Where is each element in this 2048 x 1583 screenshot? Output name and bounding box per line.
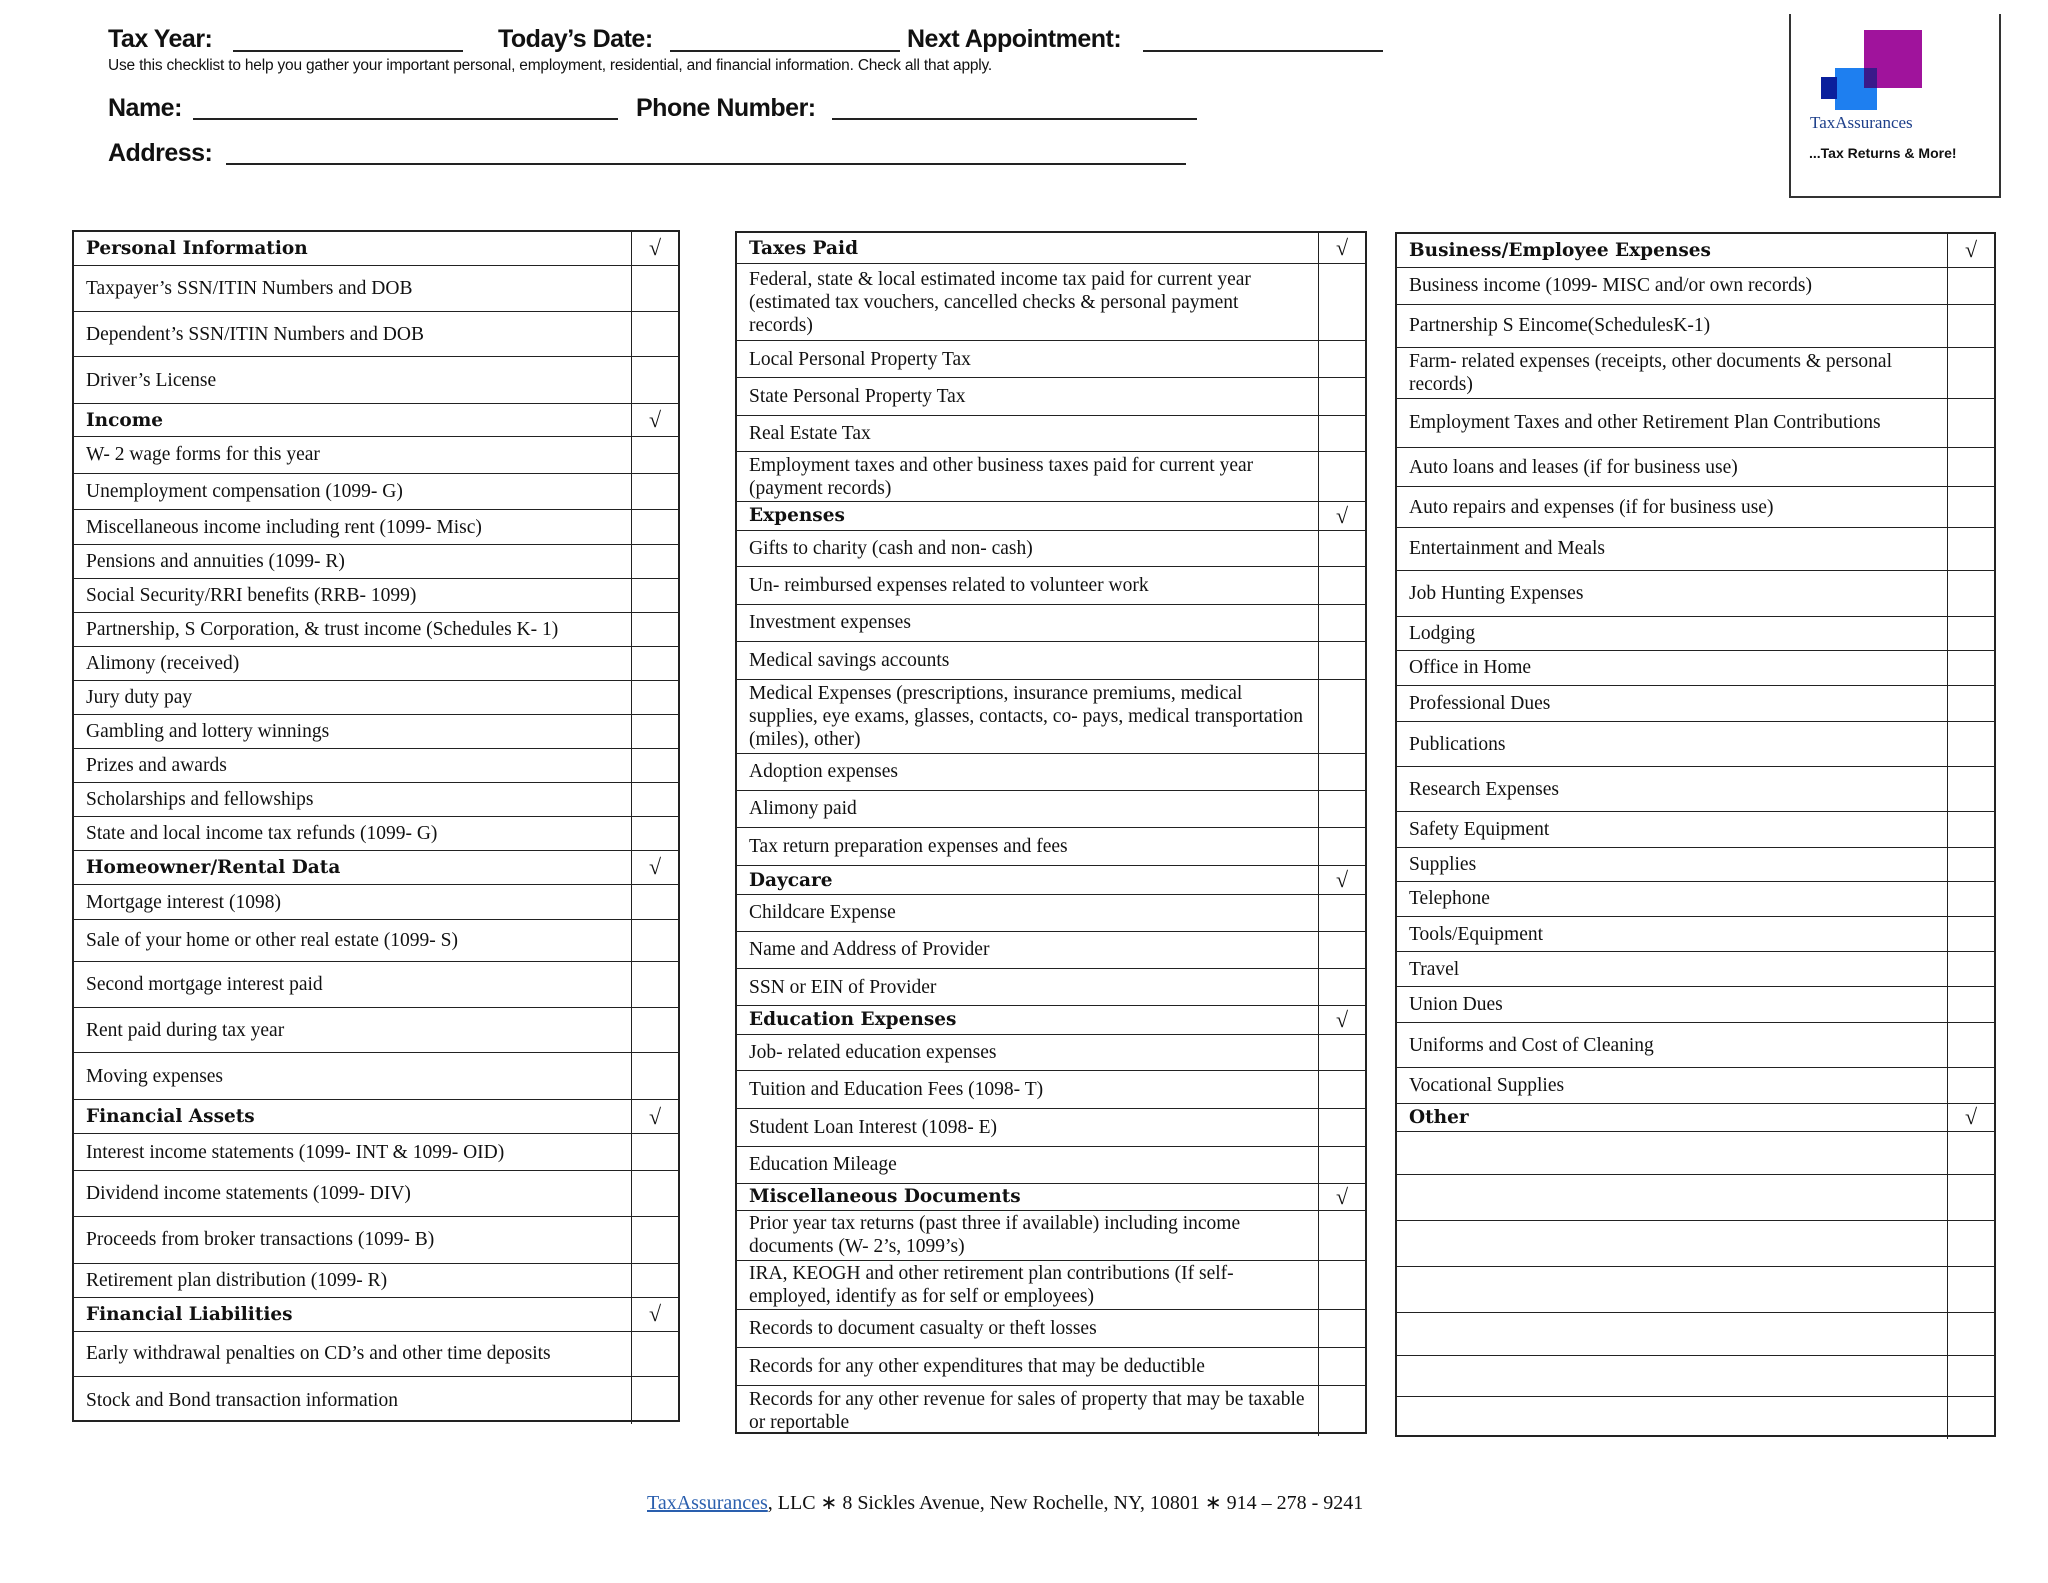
checkbox[interactable] xyxy=(1947,448,1994,486)
checkbox[interactable] xyxy=(1318,567,1365,604)
checkbox[interactable] xyxy=(1947,1356,1994,1397)
company-link[interactable]: TaxAssurances xyxy=(647,1492,768,1514)
checkbox[interactable] xyxy=(1947,1397,1994,1439)
check-mark-icon: √ xyxy=(1318,502,1365,530)
item-label: Travel xyxy=(1409,958,1460,980)
checkbox[interactable] xyxy=(1947,812,1994,846)
checkbox[interactable] xyxy=(631,715,678,748)
checkbox[interactable] xyxy=(1947,617,1994,650)
checkbox[interactable] xyxy=(631,1053,678,1099)
item-label xyxy=(1397,1397,1947,1439)
checkbox[interactable] xyxy=(1318,932,1365,969)
item-label: Medical Expenses (prescriptions, insurance premiums, medical supplies, eye exams, glasses, contacts, co- pays, medical transportation (miles), other) xyxy=(749,682,1303,750)
checkbox[interactable] xyxy=(631,1134,678,1170)
item-label: Driver’s License xyxy=(86,369,217,391)
checklist-row xyxy=(737,531,1365,568)
tax-year-field[interactable] xyxy=(233,50,463,52)
item-label: Union Dues xyxy=(1409,994,1503,1016)
checkbox[interactable] xyxy=(631,266,678,311)
name-label: Name: xyxy=(108,94,182,122)
item-label: Auto loans and leases (if for business use) xyxy=(1409,456,1738,478)
checklist-row xyxy=(74,474,678,511)
checklist-row xyxy=(74,1008,678,1054)
checkbox[interactable] xyxy=(1318,895,1365,931)
item-label: State and local income tax refunds (1099- G) xyxy=(86,822,438,844)
checklist-row xyxy=(1397,1397,1994,1439)
checkbox[interactable] xyxy=(1318,828,1365,865)
item-label xyxy=(1397,1132,1947,1174)
item-label: Second mortgage interest paid xyxy=(86,973,323,995)
checkbox[interactable] xyxy=(631,579,678,612)
checklist-row xyxy=(1397,882,1994,917)
checklist-row xyxy=(1397,686,1994,723)
checkbox[interactable] xyxy=(1318,1348,1365,1385)
section-header xyxy=(74,404,678,437)
item-label xyxy=(1397,1175,1947,1220)
checklist-row xyxy=(737,1211,1365,1261)
checkbox[interactable] xyxy=(1318,1035,1365,1071)
checklist-row xyxy=(737,791,1365,829)
checkbox[interactable] xyxy=(1318,416,1365,452)
item-label: State Personal Property Tax xyxy=(749,385,966,407)
checkbox[interactable] xyxy=(1318,754,1365,790)
company-logo xyxy=(1789,14,2001,198)
item-label: Professional Dues xyxy=(1409,693,1551,715)
checklist-row xyxy=(74,266,678,312)
item-label xyxy=(1397,1221,1947,1266)
checklist-row xyxy=(1397,1313,1994,1356)
item-label: Sale of your home or other real estate (1099- S) xyxy=(86,930,459,952)
item-label: Employment Taxes and other Retirement Plan Contributions xyxy=(1409,412,1881,434)
check-mark-icon: √ xyxy=(1318,1184,1365,1210)
checklist-row xyxy=(1397,1221,1994,1267)
checklist-row xyxy=(74,962,678,1008)
item-label: Farm- related expenses (receipts, other documents & personal records) xyxy=(1409,350,1892,395)
instructions: Use this checklist to help you gather your important personal, employment, residential, and financial information. Check all that apply. xyxy=(108,57,993,74)
item-label: Publications xyxy=(1409,733,1506,755)
checkbox[interactable] xyxy=(1947,882,1994,916)
item-label: Federal, state & local estimated income tax paid for current year (estimated tax vouchers, cancelled checks & personal payment records) xyxy=(749,268,1251,336)
checklist-row xyxy=(737,932,1365,970)
checklist-row xyxy=(74,1134,678,1171)
item-label: Supplies xyxy=(1409,853,1477,875)
checklist-row xyxy=(737,1147,1365,1184)
checklist-row xyxy=(1397,487,1994,527)
checkbox[interactable] xyxy=(1318,1071,1365,1108)
check-mark-icon: √ xyxy=(1318,233,1365,263)
checklist-row xyxy=(1397,528,1994,571)
checklist-row xyxy=(74,681,678,715)
checklist-row xyxy=(74,357,678,404)
checklist-row xyxy=(737,452,1365,502)
checkbox[interactable] xyxy=(1947,399,1994,448)
checkbox[interactable] xyxy=(631,681,678,714)
checklist-row xyxy=(737,754,1365,791)
item-label: Records to document casualty or theft losses xyxy=(749,1318,1097,1340)
item-label xyxy=(1397,1313,1947,1355)
checkbox[interactable] xyxy=(1947,1175,1994,1220)
checklist-row xyxy=(737,680,1365,754)
footer-address: , LLC ∗ 8 Sickles Avenue, New Rochelle, NY, 10801 ∗ 914 – 278 - 9241 xyxy=(767,1492,1364,1514)
checkbox[interactable] xyxy=(1947,1023,1994,1068)
checklist-row xyxy=(74,817,678,851)
checklist-row xyxy=(737,605,1365,642)
checkbox[interactable] xyxy=(1947,722,1994,765)
checklist-row xyxy=(1397,848,1994,882)
item-label: Entertainment and Meals xyxy=(1409,538,1606,560)
checkbox[interactable] xyxy=(1947,987,1994,1021)
item-label: Telephone xyxy=(1409,888,1490,910)
checkbox[interactable] xyxy=(631,962,678,1007)
checklist-row xyxy=(1397,399,1994,449)
item-label: Miscellaneous income including rent (1099- Misc) xyxy=(86,516,482,538)
checkbox[interactable] xyxy=(1947,651,1994,685)
checkbox[interactable] xyxy=(631,312,678,357)
item-label: Tuition and Education Fees (1098- T) xyxy=(749,1079,1044,1101)
checkbox[interactable] xyxy=(1318,1109,1365,1146)
checklist-column-1 xyxy=(72,230,680,1422)
checklist-row xyxy=(74,920,678,962)
checkbox[interactable] xyxy=(1947,1313,1994,1355)
todays-date-field[interactable] xyxy=(670,50,900,52)
checkbox[interactable] xyxy=(631,510,678,544)
checklist-row xyxy=(1397,305,1994,348)
checkbox[interactable] xyxy=(1318,680,1365,753)
check-mark-icon: √ xyxy=(631,232,678,265)
check-mark-icon: √ xyxy=(1947,1104,1994,1132)
checklist-row xyxy=(737,895,1365,932)
item-label: SSN or EIN of Provider xyxy=(749,976,937,998)
checkbox[interactable] xyxy=(631,1008,678,1053)
checkbox[interactable] xyxy=(631,613,678,646)
checkbox[interactable] xyxy=(1947,1132,1994,1174)
checklist-row xyxy=(1397,1023,1994,1069)
item-label: Business income (1099- MISC and/or own records) xyxy=(1409,275,1812,297)
checklist-row xyxy=(74,437,678,474)
checkbox[interactable] xyxy=(1318,605,1365,641)
section-title: Financial Assets xyxy=(86,1106,255,1128)
item-label: Education Mileage xyxy=(749,1154,897,1176)
checkbox[interactable] xyxy=(1318,531,1365,567)
item-label: Unemployment compensation (1099- G) xyxy=(86,480,403,502)
checkbox[interactable] xyxy=(1947,767,1994,812)
item-label: Research Expenses xyxy=(1409,778,1559,800)
checkbox[interactable] xyxy=(1947,571,1994,616)
checklist-column-3 xyxy=(1395,232,1996,1437)
item-label: Safety Equipment xyxy=(1409,819,1550,841)
checkbox[interactable] xyxy=(631,647,678,680)
checkbox[interactable] xyxy=(1947,917,1994,951)
item-label xyxy=(1397,1356,1947,1397)
item-label: Tax return preparation expenses and fees xyxy=(749,836,1068,858)
item-label: Name and Address of Provider xyxy=(749,939,990,961)
item-label: Lodging xyxy=(1409,622,1476,644)
section-title: Business/Employee Expenses xyxy=(1409,239,1711,261)
item-label: Records for any other revenue for sales of property that may be taxable or reportable xyxy=(749,1388,1305,1433)
checkbox[interactable] xyxy=(631,920,678,961)
item-label: Dependent’s SSN/ITIN Numbers and DOB xyxy=(86,323,424,345)
section-header xyxy=(74,851,678,885)
checkbox[interactable] xyxy=(1947,848,1994,881)
check-mark-icon: √ xyxy=(631,404,678,436)
item-label: Records for any other expenditures that may be deductible xyxy=(749,1356,1205,1377)
item-label: Vocational Supplies xyxy=(1409,1075,1565,1096)
item-label: IRA, KEOGH and other retirement plan contributions (If self- employed, identify as for self or employees) xyxy=(749,1262,1234,1307)
section-header xyxy=(737,502,1365,531)
checklist-row xyxy=(737,642,1365,680)
checklist-row xyxy=(1397,571,1994,617)
checkbox[interactable] xyxy=(631,817,678,850)
section-title: Income xyxy=(86,409,164,431)
item-label: Employment taxes and other business taxes paid for current year (payment records) xyxy=(749,454,1254,499)
checkbox[interactable] xyxy=(1318,969,1365,1005)
item-label: Uniforms and Cost of Cleaning xyxy=(1409,1034,1654,1056)
check-mark-icon: √ xyxy=(1318,866,1365,894)
item-label: Early withdrawal penalties on CD’s and other time deposits xyxy=(86,1343,551,1365)
checklist-row xyxy=(1397,348,1994,399)
checkbox[interactable] xyxy=(1318,1261,1365,1310)
section-header xyxy=(737,1006,1365,1035)
checkbox[interactable] xyxy=(631,437,678,473)
checklist-row xyxy=(1397,917,1994,952)
item-label: Alimony (received) xyxy=(86,653,240,675)
section-title: Taxes Paid xyxy=(749,237,859,259)
checklist-row xyxy=(737,1071,1365,1109)
check-mark-icon: √ xyxy=(1318,1006,1365,1034)
section-title: Education Expenses xyxy=(749,1009,957,1031)
checkbox[interactable] xyxy=(1318,264,1365,340)
checkbox[interactable] xyxy=(1947,348,1994,398)
checklist-row xyxy=(1397,617,1994,651)
item-label: Interest income statements (1099- INT & 1099- OID) xyxy=(86,1141,505,1163)
checklist-row xyxy=(74,715,678,749)
checklist-row xyxy=(74,783,678,817)
section-title: Expenses xyxy=(749,505,845,527)
checkbox[interactable] xyxy=(631,1377,678,1424)
section-header xyxy=(74,232,678,266)
checklist-row xyxy=(74,545,678,579)
item-label: Alimony paid xyxy=(749,798,857,820)
checklist-row xyxy=(737,1261,1365,1311)
checkbox[interactable] xyxy=(631,1171,678,1216)
checklist-row xyxy=(1397,722,1994,766)
item-label xyxy=(1397,1267,1947,1312)
checklist-row xyxy=(737,264,1365,341)
item-label: Mortgage interest (1098) xyxy=(86,891,281,913)
item-label: Moving expenses xyxy=(86,1065,224,1087)
item-label: Gifts to charity (cash and non- cash) xyxy=(749,538,1033,559)
checklist-row xyxy=(74,1171,678,1217)
section-header xyxy=(737,233,1365,264)
checkbox[interactable] xyxy=(631,1332,678,1377)
checkbox[interactable] xyxy=(1947,487,1994,526)
checklist-row xyxy=(737,969,1365,1006)
check-mark-icon: √ xyxy=(631,851,678,884)
checklist-row xyxy=(74,1217,678,1264)
item-label: Auto repairs and expenses (if for business use) xyxy=(1409,496,1774,518)
item-label: W- 2 wage forms for this year xyxy=(86,444,320,466)
logo-square-navy xyxy=(1821,77,1837,99)
item-label: Proceeds from broker transactions (1099- B) xyxy=(86,1229,435,1251)
item-label: Retirement plan distribution (1099- R) xyxy=(86,1269,388,1291)
checkbox[interactable] xyxy=(631,1264,678,1297)
checkbox[interactable] xyxy=(631,545,678,578)
checklist-row xyxy=(1397,1267,1994,1313)
checkbox[interactable] xyxy=(631,783,678,816)
logo-brand: TaxAssurances xyxy=(1810,113,1913,132)
logo-tagline: ...Tax Returns & More! xyxy=(1809,145,1957,161)
item-label: Local Personal Property Tax xyxy=(749,348,971,370)
address-field[interactable] xyxy=(226,163,1186,165)
checklist-row xyxy=(1397,1068,1994,1103)
item-label: Jury duty pay xyxy=(86,687,193,709)
checkbox[interactable] xyxy=(1318,341,1365,377)
next-appointment-field[interactable] xyxy=(1143,50,1383,52)
item-label: Prizes and awards xyxy=(86,755,227,777)
footer xyxy=(647,1490,1363,1515)
item-label: Childcare Expense xyxy=(749,902,896,924)
checkbox[interactable] xyxy=(631,1217,678,1263)
checkbox[interactable] xyxy=(1318,1386,1365,1436)
section-title: Financial Liabilities xyxy=(86,1303,293,1325)
item-label: Medical savings accounts xyxy=(749,649,950,671)
checklist-row xyxy=(74,312,678,358)
item-label: Stock and Bond transaction information xyxy=(86,1390,398,1412)
checkbox[interactable] xyxy=(1947,686,1994,722)
checkbox[interactable] xyxy=(1318,791,1365,828)
checklist-row xyxy=(737,1109,1365,1147)
checklist-row xyxy=(1397,268,1994,305)
checklist-row xyxy=(737,1035,1365,1072)
checklist-row xyxy=(737,828,1365,866)
checklist-row xyxy=(1397,1356,1994,1398)
checkbox[interactable] xyxy=(1318,378,1365,415)
logo-overlap xyxy=(1864,68,1877,88)
checklist-row xyxy=(1397,651,1994,686)
section-header xyxy=(1397,234,1994,268)
section-header xyxy=(737,866,1365,895)
checkbox[interactable] xyxy=(1947,1068,1994,1102)
checkbox[interactable] xyxy=(1318,1211,1365,1260)
checklist-row xyxy=(1397,1132,1994,1175)
item-label: Un- reimbursed expenses related to volunteer work xyxy=(749,575,1149,597)
item-label: Office in Home xyxy=(1409,657,1532,679)
checklist-column-2 xyxy=(735,231,1367,1434)
checklist-row xyxy=(1397,952,1994,987)
item-label: Job- related education expenses xyxy=(749,1041,997,1063)
item-label: Taxpayer’s SSN/ITIN Numbers and DOB xyxy=(86,277,413,299)
item-label: Prior year tax returns (past three if available) including income documents (W- 2’s, 1099’s) xyxy=(749,1213,1241,1258)
item-label: Dividend income statements (1099- DIV) xyxy=(86,1182,411,1204)
section-title: Homeowner/Rental Data xyxy=(86,856,341,878)
checkbox[interactable] xyxy=(1318,1310,1365,1347)
item-label: Gambling and lottery winnings xyxy=(86,721,330,743)
check-mark-icon: √ xyxy=(1947,234,1994,267)
item-label: Job Hunting Expenses xyxy=(1409,582,1584,604)
checklist-row xyxy=(74,613,678,647)
checklist-row xyxy=(74,579,678,613)
section-title: Other xyxy=(1409,1106,1469,1128)
checklist-row xyxy=(74,647,678,681)
checklist-row xyxy=(1397,812,1994,847)
checkbox[interactable] xyxy=(631,474,678,510)
checkbox[interactable] xyxy=(631,749,678,782)
section-header xyxy=(74,1100,678,1134)
checklist-row xyxy=(1397,987,1994,1022)
checkbox[interactable] xyxy=(1318,642,1365,679)
item-label: Rent paid during tax year xyxy=(86,1019,285,1041)
item-label: Partnership, S Corporation, & trust income (Schedules K- 1) xyxy=(86,619,559,641)
checklist-row xyxy=(737,341,1365,378)
checkbox[interactable] xyxy=(1947,1267,1994,1312)
section-title: Personal Information xyxy=(86,237,308,259)
section-header xyxy=(1397,1104,1994,1133)
check-mark-icon: √ xyxy=(631,1100,678,1133)
checklist-row xyxy=(74,749,678,783)
section-header xyxy=(737,1184,1365,1211)
item-label: Scholarships and fellowships xyxy=(86,789,314,811)
item-label: Tools/Equipment xyxy=(1409,923,1544,945)
checklist-row xyxy=(74,885,678,920)
check-mark-icon: √ xyxy=(631,1298,678,1331)
phone-label: Phone Number: xyxy=(636,94,816,122)
checklist-row xyxy=(737,1310,1365,1348)
section-title: Daycare xyxy=(749,869,833,891)
tax-year-label: Tax Year: xyxy=(108,25,213,53)
item-label: Student Loan Interest (1098- E) xyxy=(749,1117,998,1139)
checkbox[interactable] xyxy=(1318,452,1365,501)
checklist-row xyxy=(74,1332,678,1378)
checklist-row xyxy=(737,1348,1365,1386)
checklist-row xyxy=(74,1053,678,1100)
item-label: Investment expenses xyxy=(749,612,911,634)
checklist-row xyxy=(74,1377,678,1424)
checkbox[interactable] xyxy=(1947,268,1994,304)
checkbox[interactable] xyxy=(1947,305,1994,347)
checklist-row xyxy=(737,567,1365,605)
item-label: Social Security/RRI benefits (RRB- 1099) xyxy=(86,585,417,607)
checklist-row xyxy=(737,416,1365,453)
checklist-row xyxy=(737,1386,1365,1436)
checkbox[interactable] xyxy=(1947,952,1994,986)
checklist-row xyxy=(737,378,1365,416)
name-field[interactable] xyxy=(193,118,618,120)
checklist-row xyxy=(1397,448,1994,487)
checkbox[interactable] xyxy=(631,885,678,919)
checkbox[interactable] xyxy=(1318,1147,1365,1183)
section-title: Miscellaneous Documents xyxy=(749,1186,1021,1208)
item-label: Partnership S Eincome(SchedulesK-1) xyxy=(1409,315,1711,337)
checkbox[interactable] xyxy=(1947,1221,1994,1266)
checkbox[interactable] xyxy=(631,357,678,403)
item-label: Real Estate Tax xyxy=(749,423,871,445)
next-appointment-label: Next Appointment: xyxy=(907,25,1122,53)
item-label: Pensions and annuities (1099- R) xyxy=(86,551,345,573)
address-label: Address: xyxy=(108,139,213,167)
checklist-row xyxy=(1397,1175,1994,1221)
section-header xyxy=(74,1298,678,1332)
item-label: Adoption expenses xyxy=(749,761,898,783)
checklist-row xyxy=(74,1264,678,1298)
checkbox[interactable] xyxy=(1947,528,1994,570)
checklist-row xyxy=(74,510,678,545)
checklist-row xyxy=(1397,767,1994,813)
todays-date-label: Today’s Date: xyxy=(498,25,653,53)
phone-field[interactable] xyxy=(832,118,1197,120)
